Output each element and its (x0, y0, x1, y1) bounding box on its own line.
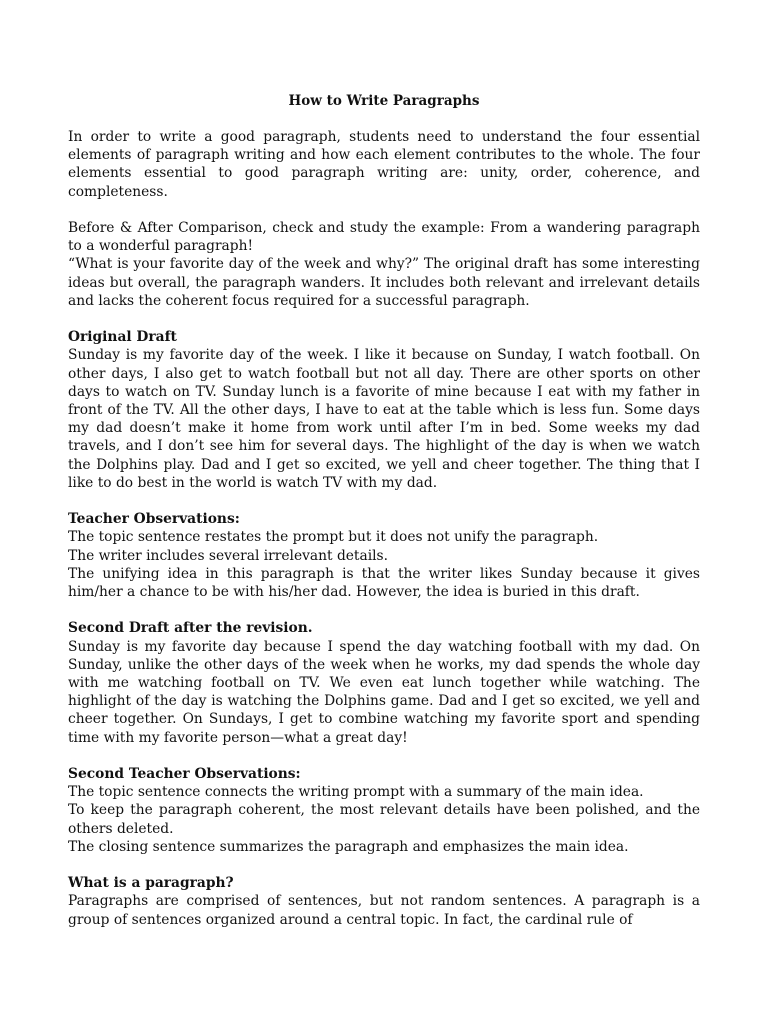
document-body (68, 128, 700, 929)
original-draft-text: Sunday is my favorite day of the week. I like it because on Sunday, I watch football. On other days, I also get to watch football but not all day. There are other sports on other days to watch on TV. Sunday lunch is a favorite of mine because I eat with my father in front of the TV. All the other days, I have to eat at the table which is less fun. Some days my dad doesn’t make it home from work until after I’m in bed. Some weeks my dad travels, and I don’t see him for several days. The highlight of the day is when we watch the Dolphins play. Dad and I get so excited, we yell and cheer together. The thing that I like to do best in the world is watch TV with my dad. (68, 347, 700, 491)
second-teacher-observation-item: The topic sentence connects the writing prompt with a summary of the main idea. (68, 784, 644, 801)
second-draft-text: Sunday is my favorite day because I spend the day watching football with my dad. On Sunday, unlike the other days of the week when he works, my dad spends the whole day with me watching football on TV. We even eat lunch together while watching. The highlight of the day is watching the Dolphins game. Dad and I get so excited, we yell and cheer together. On Sundays, I get to combine watching my favorite sport and spending time with my favorite person—what a great day! (68, 638, 700, 746)
second-teacher-observation-item: To keep the paragraph coherent, the most relevant details have been polished, and the others deleted. (68, 802, 700, 837)
teacher-observation-item: The writer includes several irrelevant details. (68, 547, 388, 564)
teacher-observation-item: The topic sentence restates the prompt but it does not unify the paragraph. (68, 529, 599, 546)
second-draft-heading: Second Draft after the revision. (68, 620, 313, 637)
comparison-intro: Before & After Comparison, check and study the example: From a wandering paragraph to a wonderful paragraph! (68, 220, 700, 255)
second-teacher-observation-item: The closing sentence summarizes the paragraph and emphasizes the main idea. (68, 838, 629, 855)
page-title: How to Write Paragraphs (288, 93, 480, 109)
intro-paragraph: In order to write a good paragraph, students need to understand the four essential elements of paragraph writing and how each element contributes to the whole. The four elements essential to good paragraph writing are: unity, order, coherence, and completeness. (68, 129, 700, 200)
original-draft-heading: Original Draft (68, 329, 177, 346)
teacher-observations-heading: Teacher Observations: (68, 511, 240, 528)
teacher-observation-item: The unifying idea in this paragraph is that the writer likes Sunday because it gives him/her a chance to be with his/her dad. However, the idea is buried in this draft. (68, 565, 700, 601)
prompt-paragraph: “What is your favorite day of the week and why?” The original draft has some interesting ideas but overall, the paragraph wanders. It includes both relevant and irrelevant details and lacks the coherent focus required for a successful paragraph. (68, 256, 700, 309)
second-teacher-observations-heading: Second Teacher Observations: (68, 766, 301, 783)
what-is-paragraph-text: Paragraphs are comprised of sentences, but not random sentences. A paragraph is a group of sentences organized around a central topic. In fact, the cardinal rule of (68, 893, 700, 928)
what-is-paragraph-heading: What is a paragraph? (68, 875, 234, 892)
